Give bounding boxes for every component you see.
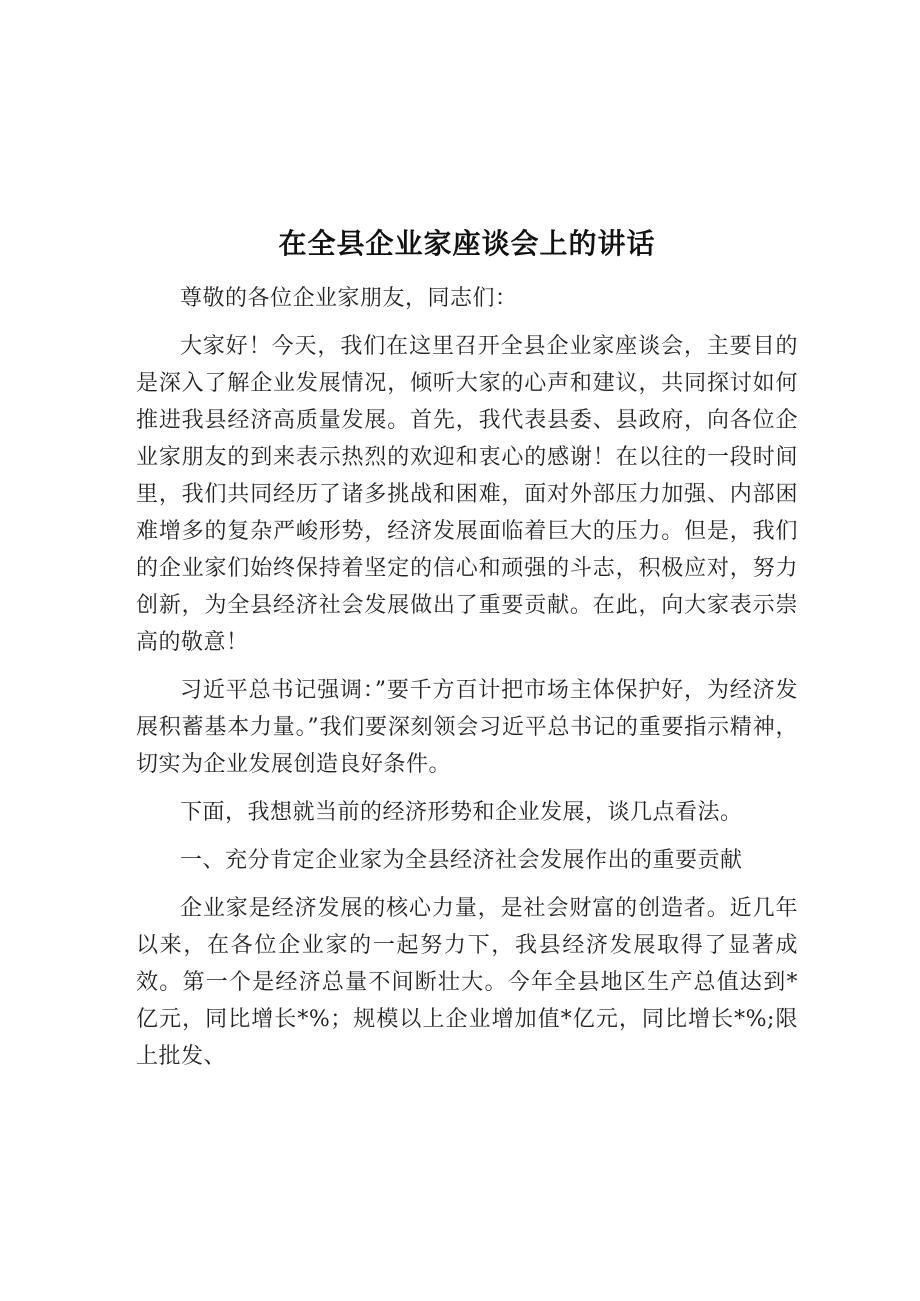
document-body [136,222,798,1086]
transition-paragraph: 下面，我想就当前的经济形势和企业发展，谈几点看法。 [180,800,743,825]
section-heading-1: 一、充分肯定企业家为全县经济社会发展作出的重要贡献 [180,848,743,873]
section-1-paragraph: 企业家是经济发展的核心力量，是社会财富的创造者。近几年以来，在各位企业家的一起努力下，我县经济发展取得了显著成效。第一个是经济总量不间断壮大。今年全县地区生产总值达到*亿元，同比增长*%；规模以上企业增加值*亿元，同比增长*%;限上批发、 [136,896,798,1069]
document-title: 在全县企业家座谈会上的讲话 [278,227,656,260]
salutation-paragraph: 尊敬的各位企业家朋友，同志们： [180,286,518,311]
quote-paragraph: 习近平总书记强调：”要千方百计把市场主体保护好，为经济发展积蓄基本力量。”我们要深刻领会习近平总书记的重要指示精神，切实为企业发展创造良好条件。 [136,678,798,777]
opening-paragraph: 大家好！今天，我们在这里召开全县企业家座谈会，主要目的是深入了解企业发展情况，倾听大家的心声和建议，共同探讨如何推进我县经济高质量发展。首先，我代表县委、县政府，向各位企业家朋友的到来表示热烈的欢迎和衷心的感谢！在以往的一段时间里，我们共同经历了诸多挑战和困难，面对外部压力加强、内部困难增多的复杂严峻形势，经济发展面临着巨大的压力。但是，我们的企业家们始终保持着坚定的信心和顽强的斗志，积极应对，努力创新，为全县经济社会发展做出了重要贡献。在此，向大家表示崇高的敬意！ [136,334,798,655]
